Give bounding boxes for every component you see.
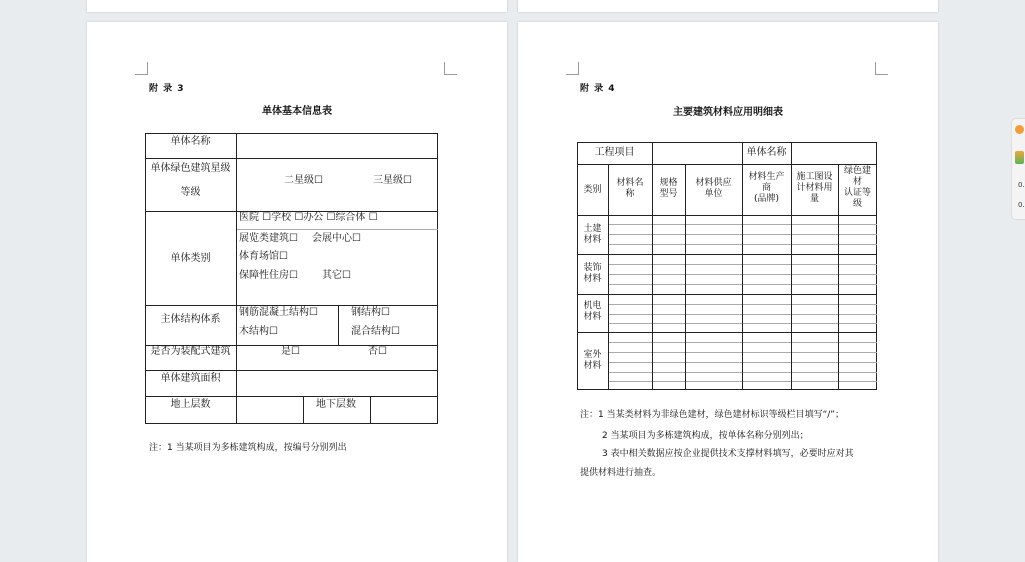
option-steel: 钢结构☐ bbox=[351, 307, 390, 318]
category-outdoor: 室外 材料 bbox=[583, 350, 602, 371]
label-unit-name: 单体名称 bbox=[746, 147, 787, 158]
label-building-type: 单体类别 bbox=[170, 253, 211, 264]
page4-note-3: 3 表中相关数据应按企业提供技术支撑材料填写，必要时应对其 bbox=[602, 449, 854, 459]
option-stadium: 体育场馆☐ bbox=[239, 251, 288, 262]
type-options-line-1: 医院 ☐学校 ☐办公 ☐综合体 ☐ bbox=[239, 212, 378, 223]
label-above-ground: 地上层数 bbox=[170, 399, 211, 410]
page4-note-2: 2 当某项目为多栋建筑构成，按单体名称分别列出； bbox=[602, 431, 809, 441]
option-no: 否☐ bbox=[368, 346, 387, 357]
side-value-1: 0. bbox=[1018, 181, 1025, 189]
header-supplier: 材料供应 单位 bbox=[695, 178, 732, 199]
category-mep: 机电 材料 bbox=[583, 301, 602, 322]
label-green-rating-1: 单体绿色建筑星级 bbox=[150, 163, 231, 174]
crop-mark-top-right bbox=[875, 62, 888, 75]
table-title: 主要建筑材料应用明细表 bbox=[673, 107, 783, 118]
side-toolbar[interactable] bbox=[1011, 118, 1025, 220]
page4-note-4: 提供材料进行抽查。 bbox=[580, 468, 662, 478]
label-prefab: 是否为装配式建筑 bbox=[150, 346, 231, 357]
option-yes: 是☐ bbox=[281, 346, 300, 357]
option-mixed: 混合结构☐ bbox=[351, 326, 400, 337]
prev-page-left bbox=[87, 0, 507, 12]
prev-page-right bbox=[518, 0, 938, 12]
option-two-star: 二星级☐ bbox=[284, 175, 323, 186]
chart-icon[interactable] bbox=[1015, 151, 1024, 164]
label-green-rating-2: 等级 bbox=[180, 187, 201, 198]
option-other: 其它☐ bbox=[322, 270, 351, 281]
side-value-2: 0. bbox=[1018, 201, 1025, 209]
page3-note: 注：1 当某项目为多栋建筑构成，按编号分别列出 bbox=[149, 443, 347, 453]
document-page-appendix-3 bbox=[87, 22, 507, 562]
label-project: 工程项目 bbox=[594, 147, 635, 158]
page4-note-1: 注：1 当某类材料为非绿色建材，绿色建材标识等级栏目填写“/”； bbox=[580, 410, 844, 420]
label-building-name: 单体名称 bbox=[170, 136, 211, 147]
category-civil: 土建 材料 bbox=[583, 224, 602, 245]
crop-mark-top-left bbox=[135, 62, 148, 75]
option-exhibition: 展览类建筑☐ bbox=[239, 233, 298, 244]
header-material-name: 材料名 称 bbox=[616, 178, 644, 199]
crop-mark-top-left bbox=[566, 62, 579, 75]
app-icon[interactable] bbox=[1015, 125, 1024, 134]
table-title: 单体基本信息表 bbox=[262, 106, 332, 117]
header-green-cert: 绿色建 材 认证等 级 bbox=[843, 166, 871, 209]
option-three-star: 三星级☐ bbox=[373, 175, 412, 186]
appendix-label: 附 录 3 bbox=[149, 84, 185, 94]
label-structure: 主体结构体系 bbox=[160, 314, 221, 325]
label-below-ground: 地下层数 bbox=[316, 399, 356, 410]
option-rc: 钢筋混凝土结构☐ bbox=[239, 307, 318, 318]
label-floor-area: 单体建筑面积 bbox=[160, 373, 221, 384]
appendix-label: 附 录 4 bbox=[580, 84, 616, 94]
option-housing: 保障性住房☐ bbox=[239, 270, 298, 281]
crop-mark-top-right bbox=[444, 62, 457, 75]
category-decoration: 装饰 材料 bbox=[583, 263, 602, 284]
header-category: 类别 bbox=[583, 185, 602, 195]
option-wood: 木结构☐ bbox=[239, 326, 278, 337]
header-manufacturer: 材料生产 商 (品牌) bbox=[748, 172, 785, 204]
header-quantity: 施工图设 计材料用 量 bbox=[796, 172, 833, 204]
header-spec: 规格 型号 bbox=[659, 178, 678, 199]
document-page-appendix-4 bbox=[518, 22, 938, 562]
option-convention: 会展中心☐ bbox=[312, 233, 361, 244]
